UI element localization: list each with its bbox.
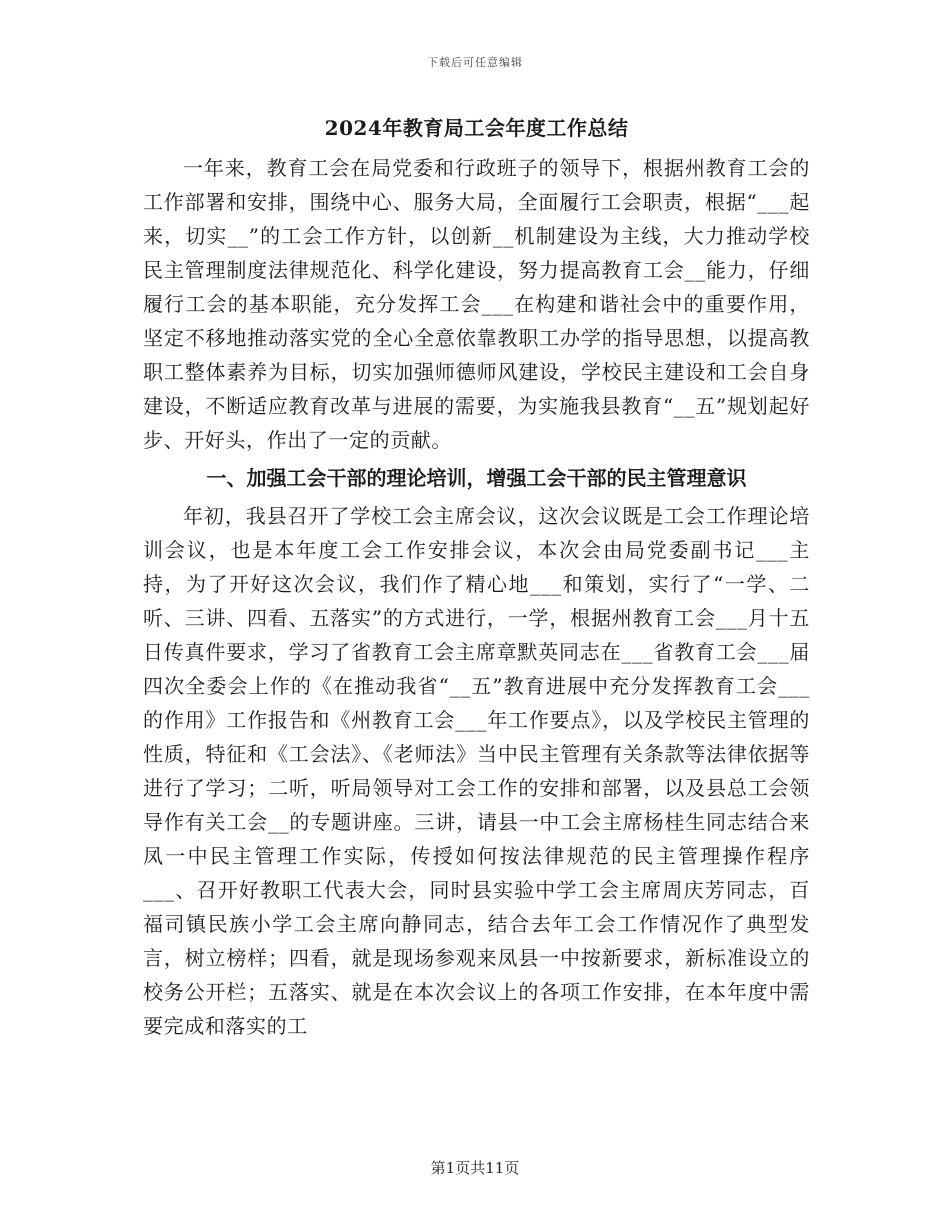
document-body (143, 112, 810, 1043)
page-number: 第1页共11页 (430, 1159, 520, 1177)
section-1-paragraph: 年初，我县召开了学校工会主席会议，这次会议既是工会工作理论培训会议，也是本年度工会工作安排会议，本次会由局党委副书记___主持，为了开好这次会议，我们作了精心地___和策划，实行了“一学、二听、三讲、四看、五落实”的方式进行，一学，根据州教育工会___月十五日传真件要求，学习了省教育工会主席章默英同志在___省教育工会___届四次全委会上作的《在推动我省“__五”教育进展中充分发挥教育工会___的作用》工作报告和《州教育工会___年工作要点》，以及学校民主管理的性质，特征和《工会法》、《老师法》当中民主管理有关条款等法律依据等进行了学习；二听，听局领导对工会工作的安排和部署，以及县总工会领导作有关工会__的专题讲座。三讲，请县一中工会主席杨桂生同志结合来凤一中民主管理工作实际，传授如何按法律规范的民主管理操作程序___、召开好教职工代表大会，同时县实验中学工会主席周庆芳同志，百福司镇民族小学工会主席向静同志，结合去年工会工作情况作了典型发言，树立榜样；四看，就是现场参观来凤县一中按新要求，新标准设立的校务公开栏；五落实、就是在本次会议上的各项工作安排，在本年度中需要完成和落实的工 (143, 504, 810, 1038)
section-heading-1: 一、加强工会干部的理论培训，增强工会干部的民主管理意识 (206, 466, 747, 490)
document-title: 2024年教育局工会年度工作总结 (324, 116, 629, 140)
intro-paragraph: 一年来，教育工会在局党委和行政班子的领导下，根据州教育工会的工作部署和安排，围绕中心、服务大局，全面履行工会职责，根据“___起来，切实__”的工会工作方针，以创新__机制建设为主线，大力推动学校民主管理制度法律规范化、科学化建设，努力提高教育工会__能力，仔细履行工会的基本职能，充分发挥工会___在构建和谐社会中的重要作用，坚定不移地推动落实党的全心全意依靠教职工办学的指导思想，以提高教职工整体素养为目标，切实加强师德师风建设，学校民主建设和工会自身建设，不断适应教育改革与进展的需要，为实施我县教育“__五”规划起好步、开好头，作出了一定的贡献。 (143, 156, 810, 452)
page-header-note: 下载后可任意编辑 (427, 56, 523, 69)
